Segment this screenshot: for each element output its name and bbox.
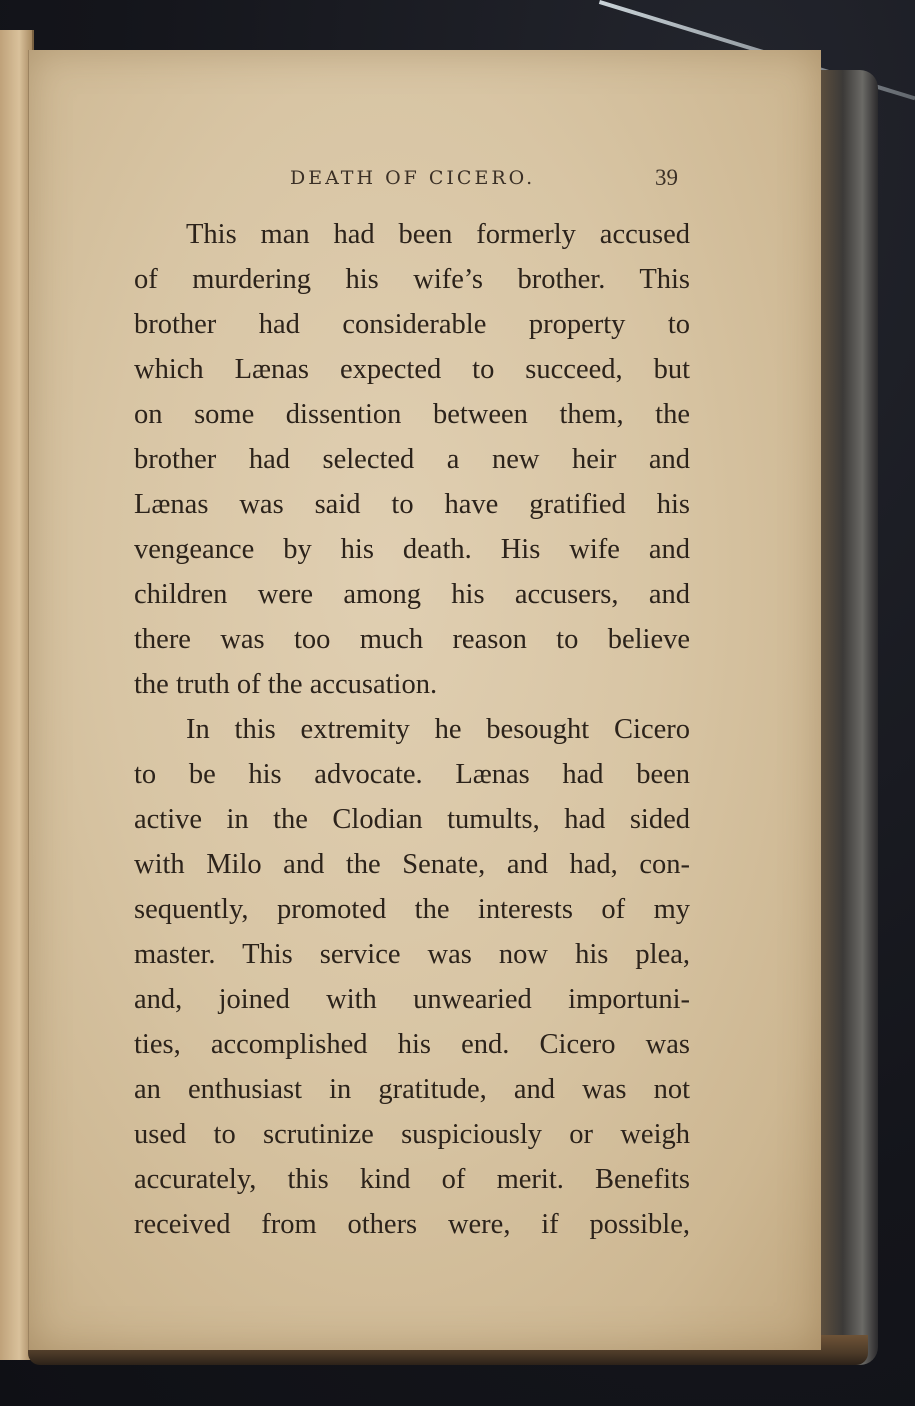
text-line-4: which Lænas expected to succeed, but <box>134 354 690 385</box>
text-line-21: used to scrutinize suspiciously or weigh <box>134 1119 690 1150</box>
text-line-6: brother had selected a new heir and <box>134 444 690 475</box>
text-line-23: received from others were, if possible, <box>134 1209 690 1240</box>
text-line-10: there was too much reason to believe <box>134 624 690 655</box>
text-line-13: to be his advocate. Lænas had been <box>134 759 690 790</box>
text-line-5: on some dissention between them, the <box>134 399 690 430</box>
text-line-12: In this extremity he besought Cicero <box>186 714 690 745</box>
text-line-17: master. This service was now his plea, <box>134 939 690 970</box>
text-line-16: sequently, promoted the interests of my <box>134 894 690 925</box>
text-line-11: the truth of the accusation. <box>134 669 438 700</box>
text-line-20: an enthusiast in gratitude, and was not <box>134 1074 690 1105</box>
text-line-7: Lænas was said to have gratified his <box>134 489 690 520</box>
text-line-22: accurately, this kind of merit. Benefits <box>134 1164 690 1195</box>
text-line-8: vengeance by his death. His wife and <box>134 534 690 565</box>
text-line-15: with Milo and the Senate, and had, con- <box>134 849 690 880</box>
text-line-19: ties, accomplished his end. Cicero was <box>134 1029 690 1060</box>
text-line-14: active in the Clodian tumults, had sided <box>134 804 690 835</box>
text-line-9: children were among his accusers, and <box>134 579 690 610</box>
page-number: 39 <box>655 165 678 190</box>
text-line-18: and, joined with unwearied importuni- <box>134 984 690 1015</box>
text-line-1: This man had been formerly accused <box>186 219 690 250</box>
text-line-3: brother had considerable property to <box>134 309 690 340</box>
running-head: DEATH OF CICERO. <box>290 167 536 189</box>
text-line-2: of murdering his wife’s brother. This <box>134 264 690 295</box>
